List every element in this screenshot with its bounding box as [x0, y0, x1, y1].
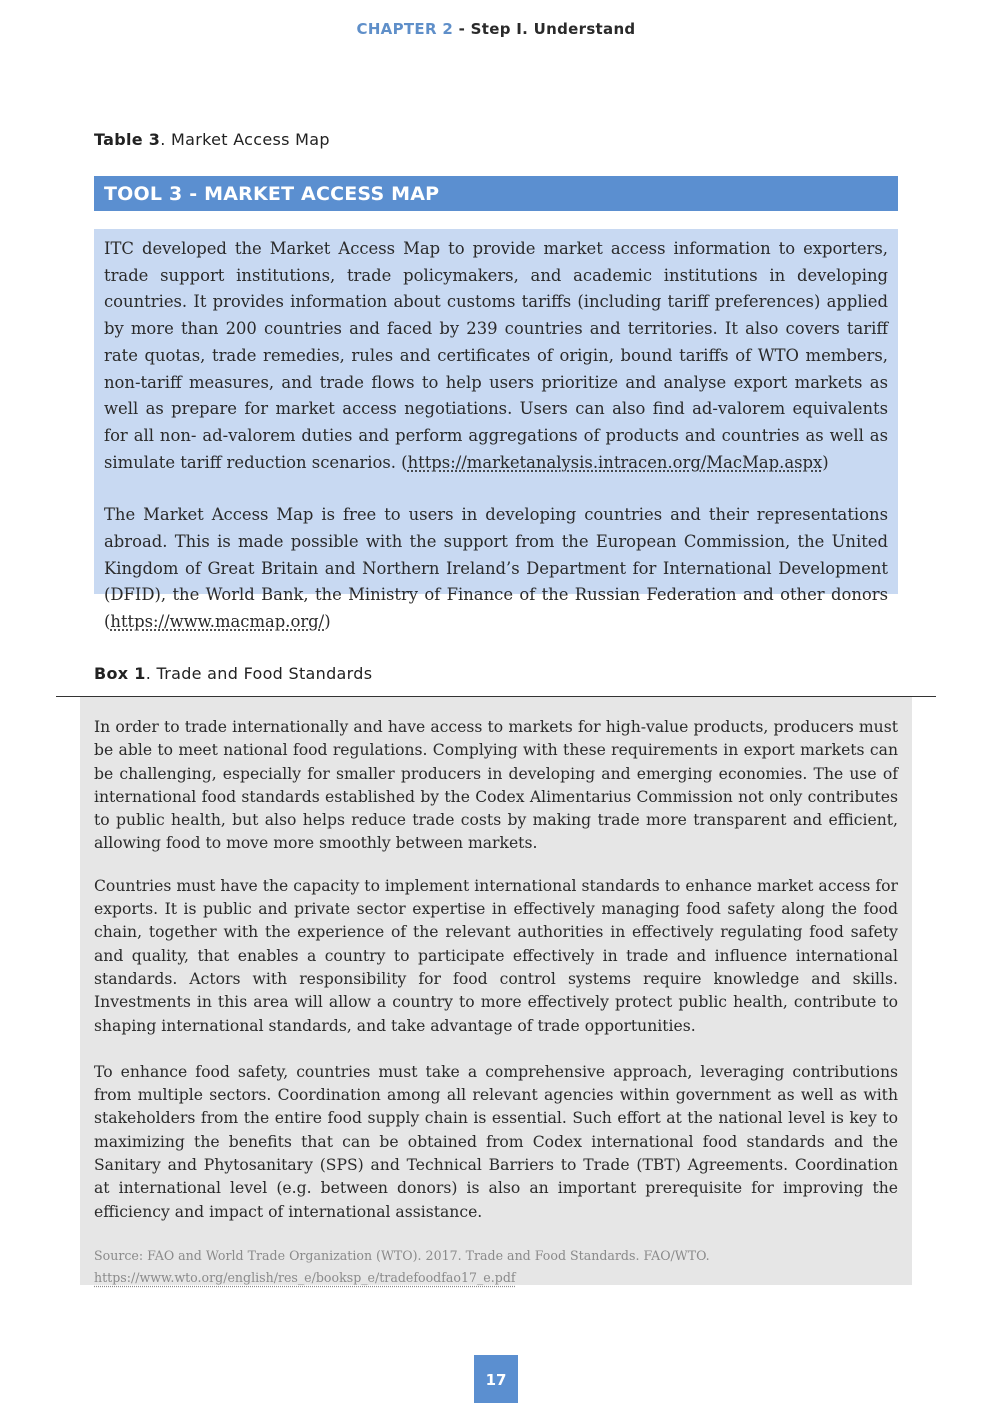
tool-paragraph-text: The Market Access Map is free to users in developing countries and their representations abroad. This is made possible with the support from the European Commission, the United Kingdom of Great Britain and Northern Ireland’s Department for International Development (DFID), the World Bank, the Ministry of Finance of the Russian Federation and other donors ( — [104, 505, 888, 632]
chapter-label: CHAPTER 2 — [356, 20, 454, 38]
tool-paragraph-end: ) — [822, 452, 829, 472]
macmap-site-link[interactable]: https://www.macmap.org/ — [110, 612, 325, 632]
tool-paragraph-text: ITC developed the Market Access Map to provide market access information to exporters, trade support institutions, trade policymakers, and academic institutions in developing countries. It provides information about customs tariffs (including tariff preferences) applied by more than 200 countries and faced by 239 countries and territories. It also covers tariff rate quotas, trade remedies, rules and certificates of origin, bound tariffs of WTO members, non-tariff measures, and trade flows to help users prioritize and analyse export markets as well as prepare for market access negotiations. Users can also find ad-valorem equivalents for all non- ad-valorem duties and perform aggregations of products and countries as well as simulate tariff reduction scenarios. ( — [104, 239, 888, 472]
box-paragraph: To enhance food safety, countries must take a comprehensive approach, leveraging contributions from multiple sectors. Coordination among all relevant agencies within government as well as with stakeholders from the entire food supply chain is essential. Such effort at the national level is key to maximizing the benefits that can be obtained from Codex international food standards and the Sanitary and Phytosanitary (SPS) and Technical Barriers to Trade (TBT) Agreements. Coordination at international level (e.g. between donors) is also an important prerequisite for improving the efficiency and impact of international assistance. — [94, 1062, 898, 1221]
header-separator: - — [453, 20, 471, 38]
tool-paragraph — [104, 236, 888, 476]
tool-paragraph — [104, 502, 888, 636]
table-caption-text: . Market Access Map — [160, 130, 330, 149]
table-label: Table 3 — [94, 130, 161, 149]
box-paragraph: In order to trade internationally and have access to markets for high-value products, producers must be able to meet national food regulations. Complying with these requirements in export markets can be challenging, especially for smaller producers in developing and emerging economies. The use of international food standards established by the Codex Alimentarius Commission not only contributes to public health, but also helps reduce trade costs by making trade more transparent and efficient, allowing food to move more smoothly between markets. — [94, 718, 898, 853]
step-label: Step I. Understand — [470, 20, 636, 38]
box-caption — [94, 664, 372, 683]
tool-paragraph-end: ) — [324, 612, 331, 632]
box-panel — [80, 697, 912, 1285]
source-link[interactable]: https://www.wto.org/english/res_e/booksp_e/tradefoodfao17_e.pdf — [94, 1270, 516, 1286]
source-note — [94, 1245, 898, 1290]
tool-title-bar: TOOL 3 - MARKET ACCESS MAP — [94, 176, 898, 211]
tool-description-panel — [94, 229, 898, 632]
box-caption-text: . Trade and Food Standards — [145, 664, 373, 683]
table-caption — [94, 130, 330, 149]
box-paragraph: Countries must have the capacity to implement international standards to enhance market access for exports. It is public and private sector expertise in effectively managing food safety along the food chain, together with the experience of the relevant authorities in effectively regulating food safety and quality, that enables a country to participate effectively in trade and influence international standards. Actors with responsibility for food control systems require knowledge and skills. Investments in this area will allow a country to more effectively protect public health, contribute to shaping international standards, and take advantage of trade opportunities. — [94, 876, 898, 1035]
box-label: Box 1 — [94, 664, 146, 683]
macmap-analysis-link[interactable]: https://marketanalysis.intracen.org/MacMap.aspx — [407, 452, 823, 472]
page-number: 17 — [474, 1355, 518, 1403]
running-header — [0, 20, 992, 38]
source-text: Source: FAO and World Trade Organization (WTO). 2017. Trade and Food Standards. FAO/WTO. — [94, 1247, 710, 1263]
